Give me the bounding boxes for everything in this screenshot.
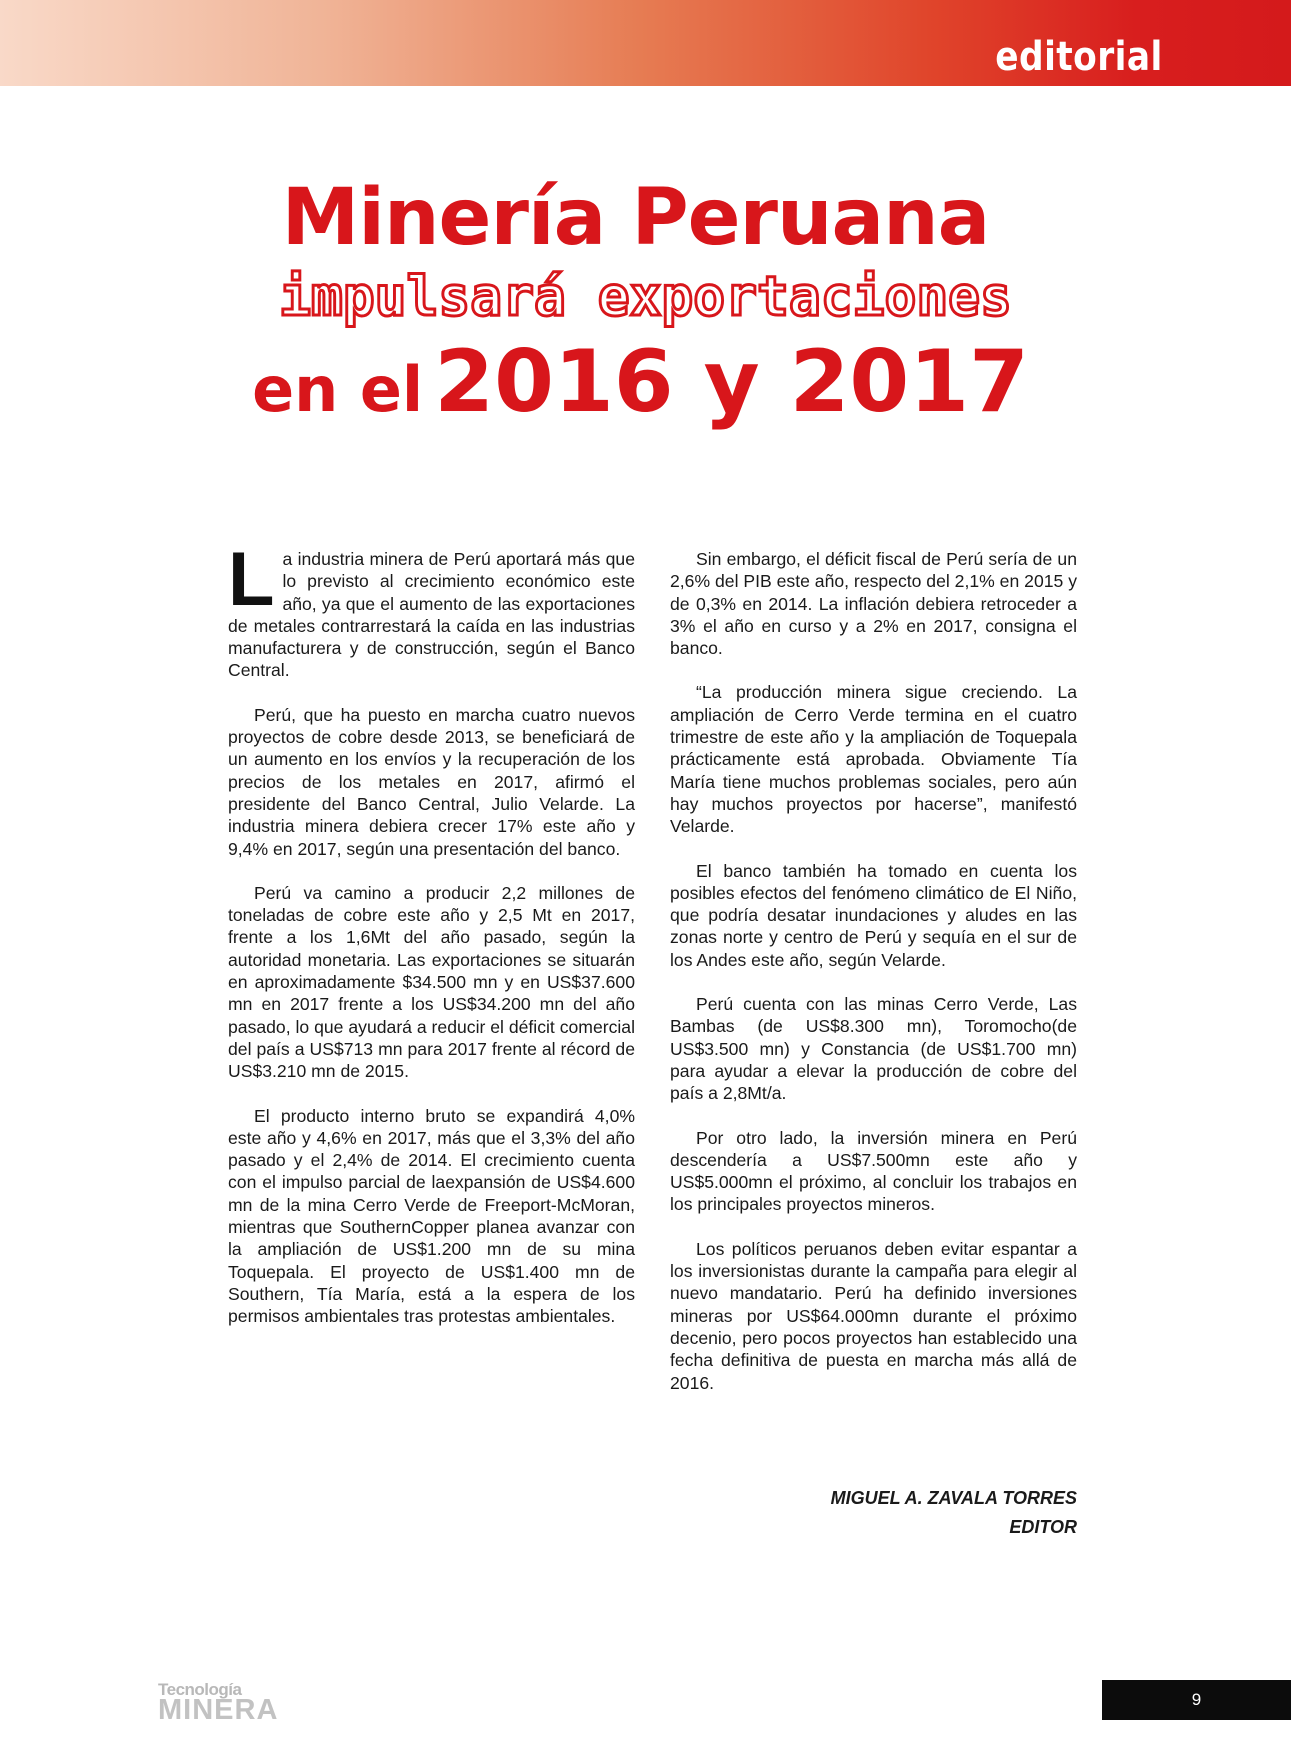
paragraph: “La producción minera sigue creciendo. La ampliación de Cerro Verde termina en el cuatro trimestre de este año y la ampliación de Toquepala prácticamente está aprobada. Obviamente Tía María tiene muchos problemas sociales, pero aún hay muchos proyectos por hacerse”, manifestó Velarde. (670, 682, 1077, 837)
paragraph: Por otro lado, la inversión minera en Perú descendería a US$7.500mn este año y US$5.000mn el próximo, al concluir los trabajos en los principales proyectos mineros. (670, 1127, 1077, 1215)
title-line-3 (0, 334, 1291, 448)
magazine-logo (158, 1680, 328, 1726)
signature-role: EDITOR (1009, 1517, 1077, 1537)
logo-top-text: Tecnología (158, 1680, 242, 1699)
title-line-2: impulsará exportaciones (279, 265, 1012, 328)
right-column (670, 548, 1077, 1416)
logo-bottom-text: MINERA (158, 1694, 279, 1726)
paragraph: Perú, que ha puesto en marcha cuatro nuevos proyectos de cobre desde 2013, se beneficiará de un aumento en los envíos y la recuperación de los precios de los metales en 2017, afirmó el presidente del Banco Central, Julio Velarde. La industria minera debiera crecer 17% este año y 9,4% en 2017, según una presentación del banco. (228, 704, 635, 859)
page-number: 9 (1191, 1690, 1202, 1709)
header-band (0, 0, 1291, 86)
paragraph-text: a industria minera de Perú aportará más que lo previsto al crecimiento económico este año, ya que el aumento de las exportaciones de metales contrarrestará la caída en las industrias manufacturera y de construcción, según el Banco Central. (228, 549, 635, 681)
signature (831, 1484, 1077, 1542)
title-line-3-small: en el (252, 353, 424, 426)
paragraph: Sin embargo, el déficit fiscal de Perú sería de un 2,6% del PIB este año, respecto del 2,1% en 2015 y de 0,3% en 2014. La inflación debiera retroceder a 3% el año en curso y a 2% en 2017, consigna el banco. (670, 549, 1077, 659)
section-label: editorial (995, 34, 1163, 80)
page-number-box (1102, 1680, 1291, 1720)
paragraph: Perú cuenta con las minas Cerro Verde, Las Bambas (de US$8.300 mn), Toromocho(de US$3.500 mn) y Constancia (de US$1.700 mn) para ayudar a elevar la producción de cobre del país a 2,8Mt/a. (670, 994, 1077, 1104)
drop-cap: L (228, 537, 275, 622)
paragraph (228, 537, 635, 682)
title-line-3-big: 2016 y 2017 (434, 332, 1029, 432)
paragraph: El producto interno bruto se expandirá 4,0% este año y 4,6% en 2017, más que el 3,3% del año pasado y el 2,4% de 2014. El crecimiento cuenta con el impulso parcial de laexpansión de US$4.600 mn de la mina Cerro Verde de Freeport-McMoran, mientras que SouthernCopper planea avanzar con la ampliación de US$1.200 mn de su mina Toquepala. El proyecto de US$1.400 mn de Southern, Tía María, está a la espera de los permisos ambientales tras protestas ambientales. (228, 1105, 635, 1327)
title-line-1: Minería Peruana (281, 173, 990, 263)
paragraph: El banco también ha tomado en cuenta los posibles efectos del fenómeno climático de El Niño, que podría desatar inundaciones y aludes en las zonas norte y centro de Perú y sequía en el sur de los Andes este año, según Velarde. (670, 860, 1077, 970)
paragraph: Perú va camino a producir 2,2 millones de toneladas de cobre este año y 2,5 Mt en 2017, frente a los 1,6Mt del año pasado, según la autoridad monetaria. Las exportaciones se situarán en aproximadamente $34.500 mn y en US$37.600 mn en 2017 frente a los US$34.200 mn del año pasado, lo que ayudará a reducir el déficit comercial del país a US$713 mn para 2017 frente al récord de US$3.210 mn de 2015. (228, 882, 635, 1082)
paragraph: Los políticos peruanos deben evitar espantar a los inversionistas durante la campaña para elegir al nuevo mandatario. Perú ha definido inversiones mineras por US$64.000mn durante el próximo decenio, pero pocos proyectos han establecido una fecha definitiva de puesta en marcha más allá de 2016. (670, 1238, 1077, 1393)
article-title (0, 170, 1291, 448)
signature-name: MIGUEL A. ZAVALA TORRES (830, 1488, 1077, 1508)
left-column (228, 537, 635, 1416)
article-body (228, 537, 1077, 1416)
